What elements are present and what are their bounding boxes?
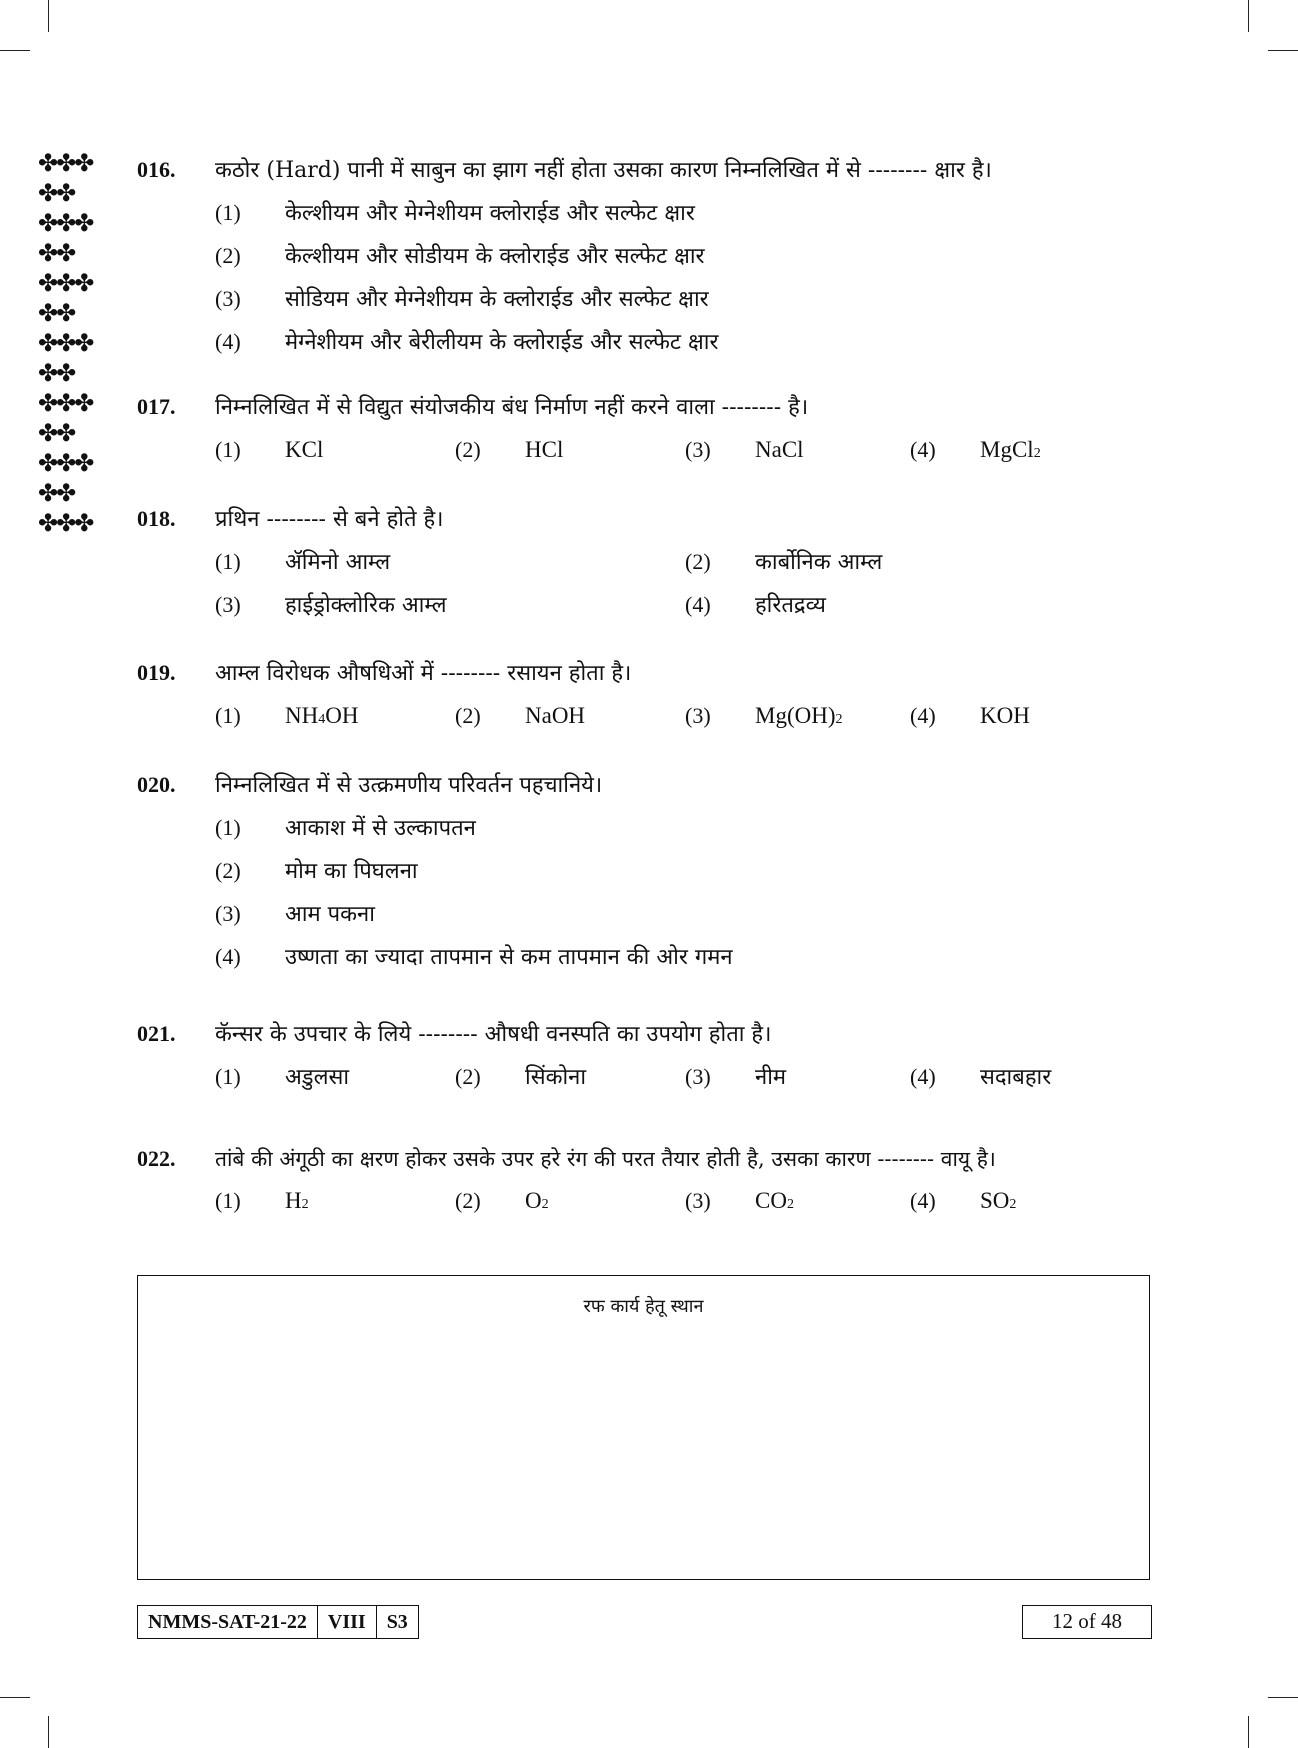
option-number: (4) (910, 437, 936, 462)
question-017 (137, 392, 1157, 469)
crop-mark (48, 1716, 49, 1748)
subscript: 2 (301, 1197, 309, 1212)
option-number: (2) (455, 437, 481, 462)
crop-mark (1268, 1697, 1298, 1698)
option-text: HCl (525, 437, 564, 462)
option-number: (4) (910, 703, 936, 728)
option-number: (3) (685, 437, 711, 462)
option-text: केल्शीयम और मेग्नेशीयम क्लोराईड और सल्फेट क्षार (285, 201, 695, 226)
option-text: नीम (755, 1065, 787, 1090)
question-text: आम्ल विरोधक औषधिओं में -------- रसायन होता है। (215, 661, 632, 686)
option-number: (3) (685, 703, 711, 728)
ornament-row: ✤✤ (38, 359, 75, 387)
option-text: KCl (285, 437, 324, 462)
rough-work-box (137, 1275, 1150, 1580)
option-text: आम पकना (285, 902, 375, 927)
ornament-border (38, 150, 98, 536)
question-016 (137, 155, 1157, 358)
option-number: (4) (685, 592, 711, 617)
option-text: OH (325, 703, 359, 728)
ornament-row: ✤✤✤ (38, 389, 93, 417)
question-020 (137, 770, 1157, 973)
option-number: (1) (215, 703, 241, 728)
option-text: CO (755, 1188, 787, 1213)
exam-code-box (137, 1605, 419, 1639)
question-022 (137, 1144, 1157, 1220)
option-text: हाईड्रोक्लोरिक आम्ल (285, 593, 447, 618)
question-number: 020. (137, 772, 176, 797)
exam-code: NMMS-SAT-21-22 (138, 1606, 318, 1638)
option-number: (2) (455, 703, 481, 728)
question-number: 017. (137, 394, 176, 419)
option-number: (3) (215, 901, 241, 926)
crop-mark (1268, 50, 1298, 51)
question-text: निम्नलिखित में से विद्युत संयोजकीय बंध निर्माण नहीं करने वाला -------- है। (215, 395, 809, 420)
option-text: सोडियम और मेग्नेशीयम के क्लोराईड और सल्फेट क्षार (285, 287, 709, 312)
option-text: ॲमिनो आम्ल (285, 550, 391, 575)
crop-mark (0, 50, 30, 51)
option-text: O (525, 1188, 542, 1213)
question-text: तांबे की अंगूठी का क्षरण होकर उसके उपर हरे रंग की परत तैयार होती है, उसका कारण -------- वायू है। (215, 1147, 996, 1171)
option-text: उष्णता का ज्यादा तापमान से कम तापमान की ओर गमन (285, 945, 733, 970)
ornament-row: ✤✤ (38, 419, 75, 447)
option-number: (2) (455, 1064, 481, 1089)
option-number: (2) (215, 858, 241, 883)
option-number: (2) (215, 243, 241, 268)
question-text: निम्नलिखित में से उत्क्रमणीय परिवर्तन पहचानिये। (215, 773, 603, 798)
ornament-row: ✤✤ (38, 239, 75, 267)
option-text: अडुलसा (285, 1065, 350, 1090)
option-text: कार्बोनिक आम्ल (755, 550, 883, 575)
question-number: 021. (137, 1021, 176, 1046)
ornament-row: ✤✤ (38, 479, 75, 507)
option-text: KOH (980, 703, 1030, 728)
question-number: 022. (137, 1146, 176, 1171)
option-number: (1) (215, 1188, 241, 1213)
page-number: 12 of 48 (1022, 1605, 1152, 1639)
rough-work-label: रफ कार्य हेतू स्थान (583, 1296, 704, 1317)
option-number: (4) (910, 1188, 936, 1213)
question-018 (137, 504, 1157, 621)
question-text: प्रथिन -------- से बने होते है। (215, 507, 444, 532)
option-text: H (285, 1188, 302, 1213)
option-text: मेग्नेशीयम और बेरीलीयम के क्लोराईड और सल्फेट क्षार (285, 330, 719, 355)
question-text: कठोर (Hard) पानी में साबुन का झाग नहीं होता उसका कारण निम्नलिखित में से -------- क्षार है। (215, 158, 992, 183)
option-text: हरितद्रव्य (755, 593, 826, 618)
ornament-row: ✤✤✤ (38, 509, 93, 537)
option-text: आकाश में से उल्कापतन (285, 816, 476, 841)
option-number: (1) (215, 200, 241, 225)
question-021 (137, 1019, 1157, 1093)
crop-mark (1248, 1716, 1249, 1748)
ornament-row: ✤✤ (38, 299, 75, 327)
option-number: (1) (215, 549, 241, 574)
option-number: (3) (685, 1188, 711, 1213)
ornament-row: ✤✤ (38, 179, 75, 207)
option-number: (3) (215, 592, 241, 617)
question-number: 016. (137, 157, 176, 182)
crop-mark (1248, 0, 1249, 32)
ornament-row: ✤✤✤ (38, 149, 93, 177)
option-text: केल्शीयम और सोडीयम के क्लोराईड और सल्फेट क्षार (285, 244, 705, 269)
option-text: NH (285, 703, 319, 728)
ornament-row: ✤✤✤ (38, 209, 93, 237)
option-text: SO (980, 1188, 1010, 1213)
option-number: (4) (215, 329, 241, 354)
subscript: 2 (1009, 1197, 1017, 1212)
exam-set: S3 (386, 1611, 408, 1633)
option-number: (2) (455, 1188, 481, 1213)
subscript: 2 (786, 1197, 794, 1212)
subscript: 2 (835, 712, 843, 727)
crop-mark (0, 1697, 30, 1698)
ornament-row: ✤✤✤ (38, 329, 93, 357)
option-number: (3) (215, 286, 241, 311)
subscript: 2 (541, 1197, 549, 1212)
subscript: 2 (1033, 446, 1041, 461)
option-text: सिंकोना (525, 1065, 587, 1090)
question-019 (137, 658, 1157, 735)
option-number: (2) (685, 549, 711, 574)
question-text: कॅन्सर के उपचार के लिये -------- औषधी वनस्पति का उपयोग होता है। (215, 1022, 772, 1047)
option-text: मोम का पिघलना (285, 859, 418, 884)
option-number: (1) (215, 815, 241, 840)
crop-mark (48, 0, 49, 32)
option-number: (4) (910, 1064, 936, 1089)
option-text: NaCl (755, 437, 804, 462)
ornament-row: ✤✤✤ (38, 449, 93, 477)
option-number: (1) (215, 1064, 241, 1089)
option-text: Mg(OH) (755, 703, 836, 728)
exam-standard: VIII (318, 1606, 377, 1638)
option-number: (3) (685, 1064, 711, 1089)
option-text: सदाबहार (980, 1065, 1052, 1090)
option-text: NaOH (525, 703, 586, 728)
option-number: (4) (215, 944, 241, 969)
subscript: 4 (318, 712, 326, 727)
ornament-row: ✤✤✤ (38, 269, 93, 297)
option-text: MgCl (980, 437, 1034, 462)
option-number: (1) (215, 437, 241, 462)
question-number: 018. (137, 506, 176, 531)
question-number: 019. (137, 660, 176, 685)
